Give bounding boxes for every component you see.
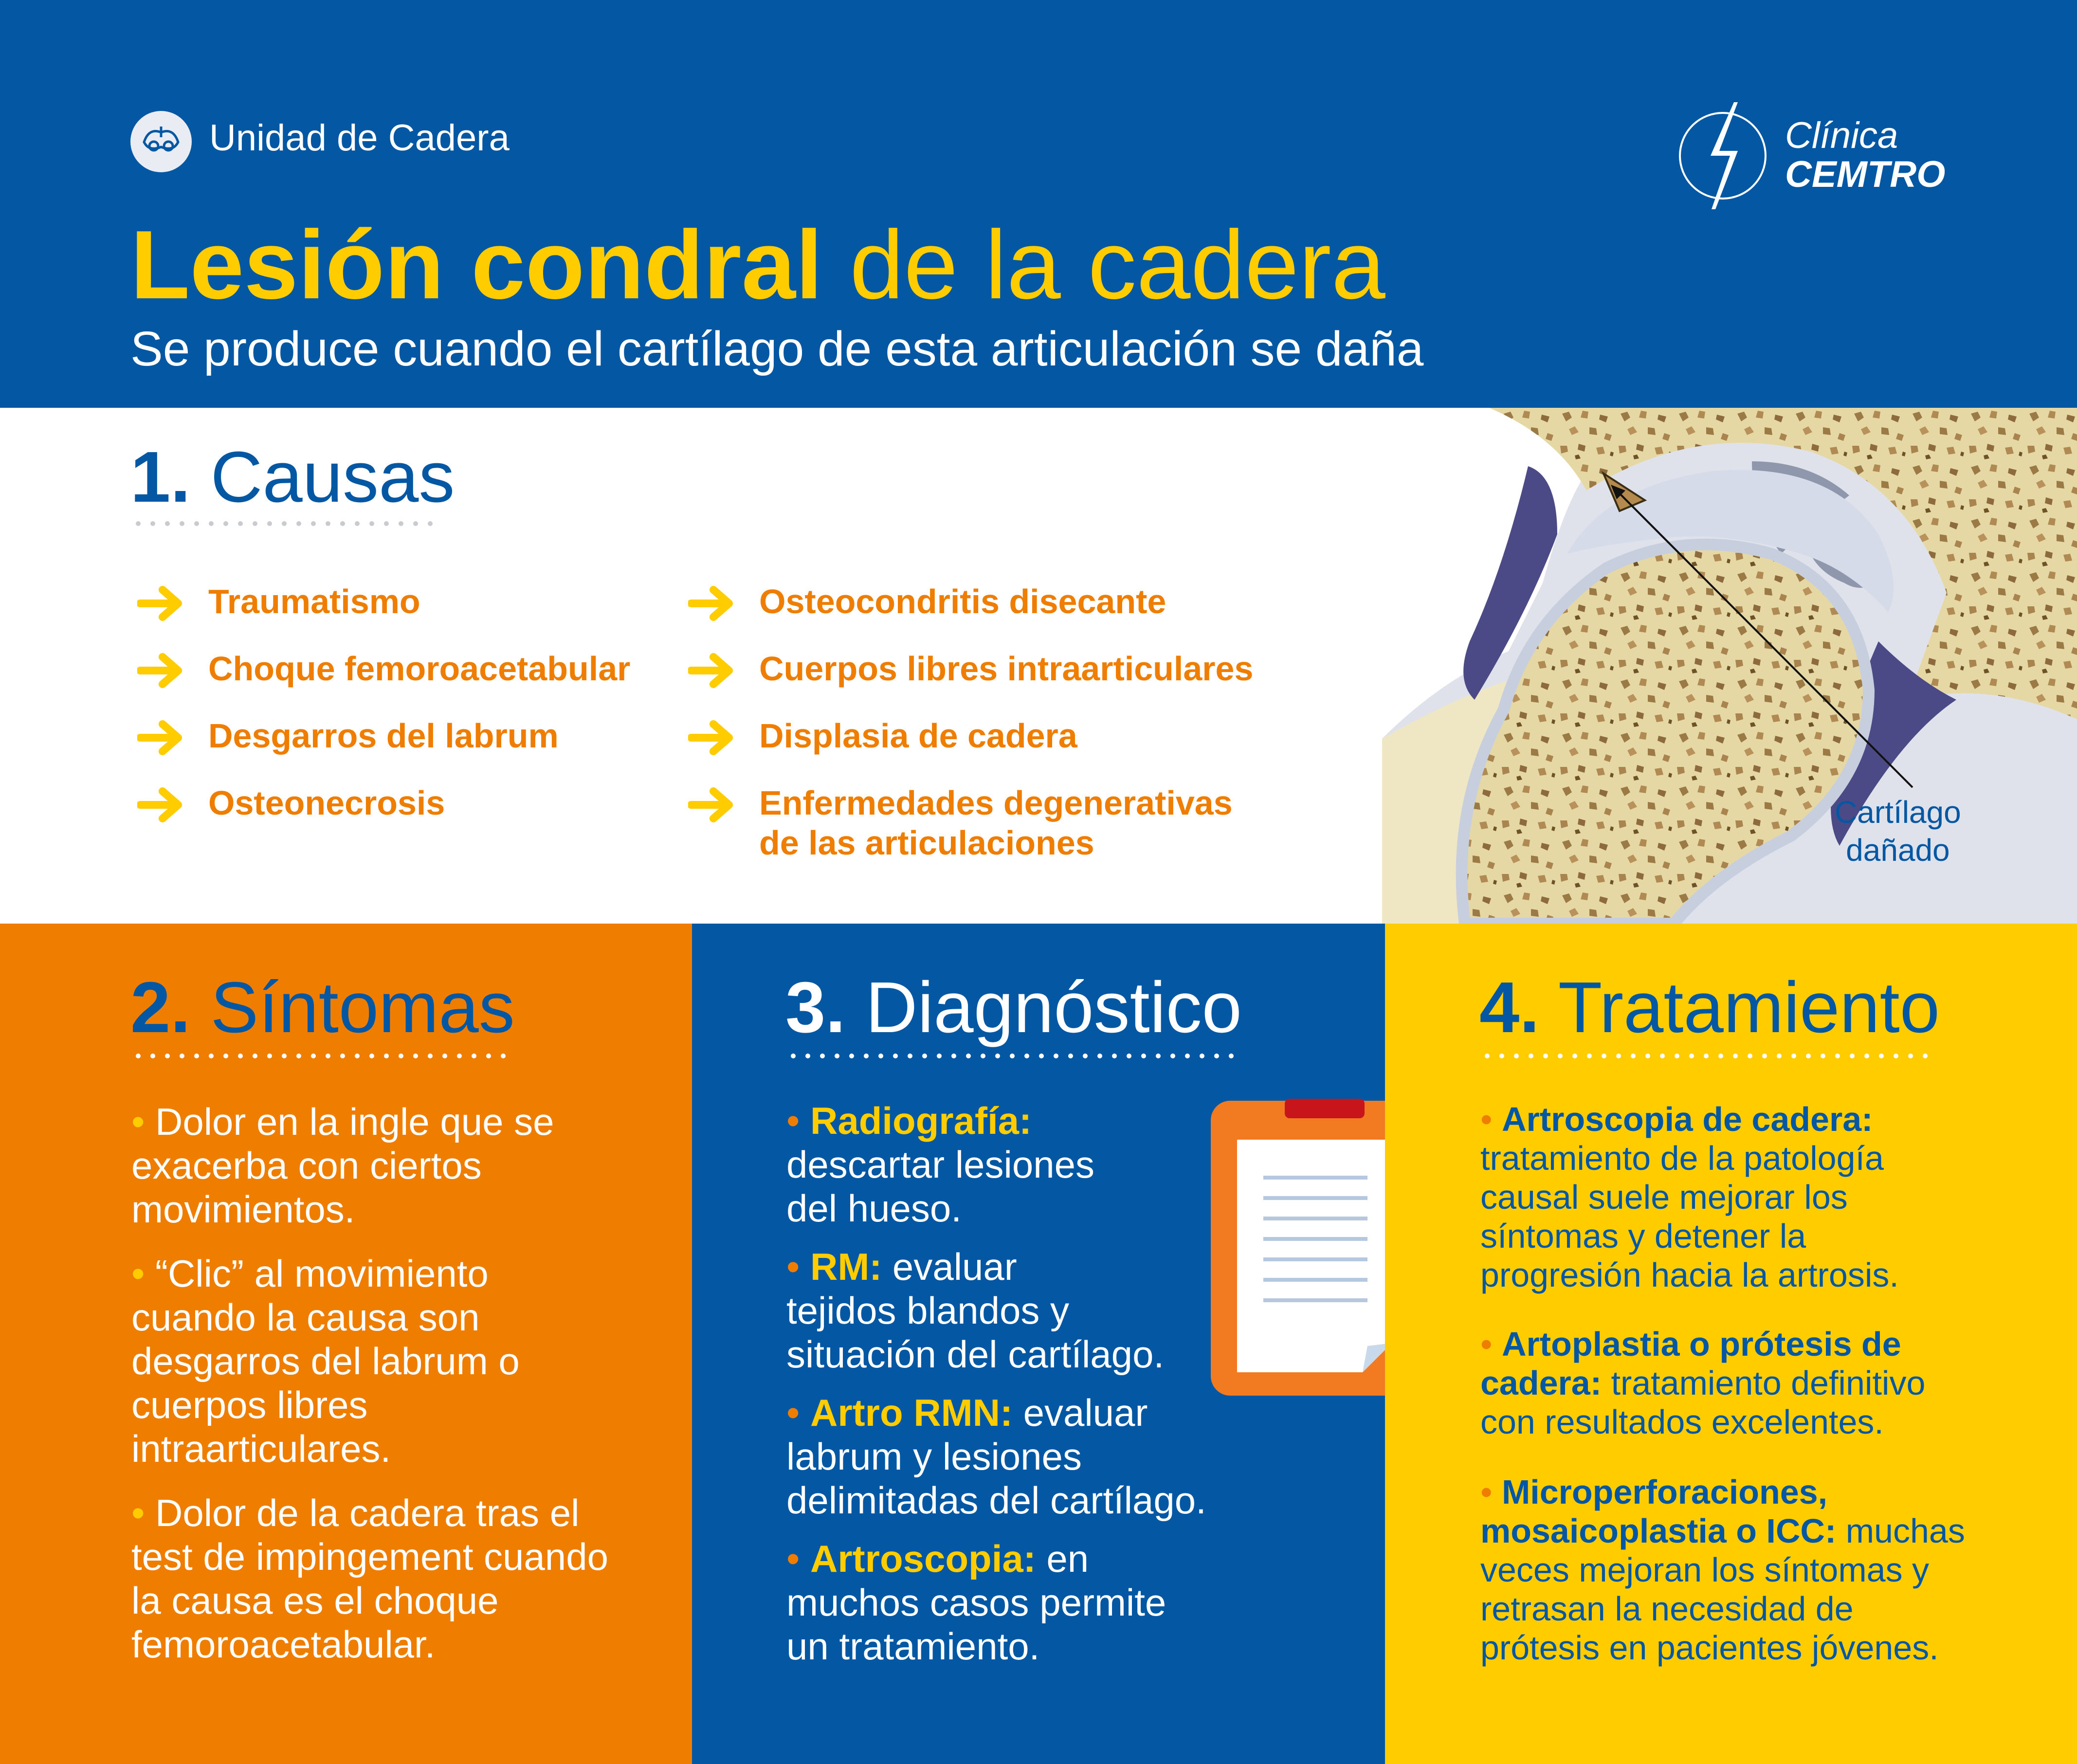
tratamiento-line: progresión hacia la artrosis.: [1480, 1256, 1899, 1294]
tratamiento-line: tratamiento de la patología: [1480, 1139, 1884, 1177]
tratamiento-line: síntomas y detener la: [1480, 1217, 1806, 1255]
tratamiento-line: con resultados excelentes.: [1480, 1403, 1884, 1441]
clinic-logo-icon: [1676, 102, 1769, 209]
diagnostico-item: [786, 1099, 1094, 1230]
diagnostico-number: 3.: [785, 967, 846, 1048]
causas-divider: [135, 520, 447, 529]
sintoma-line: cuerpos libres: [131, 1383, 368, 1426]
tratamiento-item: [1480, 1325, 1925, 1441]
sintomas-title: [130, 968, 515, 1048]
sintoma-item: [131, 1491, 608, 1666]
sintoma-line: cuando la causa son: [131, 1296, 480, 1339]
arrow-icon: [137, 718, 188, 757]
title-light: de la cadera: [822, 211, 1385, 319]
diagnostico-title-text: Diagnóstico: [845, 967, 1242, 1048]
tratamiento-item: [1480, 1473, 1965, 1667]
tratamiento-line: causal suele mejorar los: [1480, 1178, 1848, 1216]
diagnostico-line: un tratamiento.: [786, 1625, 1040, 1668]
unit-label: Unidad de Cadera: [209, 117, 510, 159]
hip-cartilage-diagram: [1382, 408, 2077, 924]
causas-title: [130, 438, 455, 517]
causa-item: Osteocondritis disecante: [759, 582, 1166, 620]
bullet-dot: •: [1480, 1100, 1493, 1138]
tratamiento-term: Artoplastia o prótesis de: [1501, 1325, 1901, 1363]
sintomas-divider: [135, 1052, 525, 1062]
bullet-dot: •: [131, 1491, 145, 1534]
arrow-icon: [688, 651, 739, 690]
sintoma-line: exacerba con ciertos: [131, 1144, 482, 1187]
diagnostico-term: RM:: [810, 1245, 882, 1288]
tratamiento-term: Artroscopia de cadera:: [1501, 1100, 1873, 1138]
diagnostico-line: tejidos blandos y: [786, 1289, 1070, 1332]
header: [0, 0, 2077, 408]
tratamiento-term: Microperforaciones,: [1501, 1473, 1828, 1511]
sintoma-line: femoroacetabular.: [131, 1623, 436, 1666]
diagnostico-line: labrum y lesiones: [786, 1435, 1082, 1478]
title-bold: Lesión condral: [130, 211, 823, 319]
sintoma-line: desgarros del labrum o: [131, 1340, 520, 1382]
bullet-dot: •: [786, 1537, 800, 1580]
bullet-dot: •: [1480, 1325, 1493, 1363]
sintoma-line: la causa es el choque: [131, 1579, 499, 1622]
arrow-icon: [688, 584, 739, 623]
sintomas-number: 2.: [130, 967, 191, 1048]
sintomas-title-text: Síntomas: [190, 967, 515, 1048]
hip-unit-icon: [130, 111, 192, 172]
tratamiento-number: 4.: [1479, 967, 1540, 1048]
sintoma-line: intraarticulares.: [131, 1427, 391, 1470]
diagnostico-item: [786, 1537, 1166, 1668]
sintoma-line: Dolor en la ingle que se: [155, 1100, 554, 1143]
arrow-icon: [688, 718, 739, 757]
page-title: [130, 212, 1385, 319]
diagram-label-line1: Cartílago: [1835, 795, 1961, 830]
tratamiento-title: [1479, 968, 1940, 1048]
brand-name-line1: Clínica: [1785, 115, 1898, 156]
diagnostico-first: en: [1036, 1537, 1089, 1580]
causas-title-text: Causas: [190, 437, 455, 517]
diagnostico-first: evaluar: [882, 1245, 1017, 1288]
tratamiento-term: mosaicoplastia o ICC:: [1480, 1512, 1837, 1550]
arrow-icon: [688, 785, 739, 824]
tratamiento-item: [1480, 1100, 1899, 1294]
diagnostico-line: situación del cartílago.: [786, 1333, 1165, 1376]
sintoma-item: [131, 1100, 554, 1231]
diagnostico-term: Artroscopia:: [810, 1537, 1036, 1580]
tratamiento-line: prótesis en pacientes jóvenes.: [1480, 1629, 1939, 1667]
tratamiento-term: cadera:: [1480, 1364, 1602, 1402]
diagnostico-first: evaluar: [1012, 1391, 1148, 1434]
diagram-label: [1835, 793, 1961, 869]
arrow-icon: [137, 584, 188, 623]
causas-number: 1.: [130, 437, 191, 517]
arrow-icon: [137, 651, 188, 690]
tratamiento-title-text: Tratamiento: [1539, 967, 1940, 1048]
page-subtitle: Se produce cuando el cartílago de esta articulación se daña: [130, 322, 1424, 376]
diagnostico-term: Radiografía:: [810, 1099, 1032, 1142]
diagnostico-line: descartar lesiones: [786, 1143, 1094, 1186]
bullet-dot: •: [786, 1099, 800, 1142]
tratamiento-line: retrasan la necesidad de: [1480, 1590, 1854, 1628]
tratamiento-first: muchas: [1836, 1512, 1965, 1550]
causa-item: Desgarros del labrum: [208, 717, 559, 755]
diagnostico-term: Artro RMN:: [810, 1391, 1013, 1434]
bullet-dot: •: [131, 1252, 145, 1295]
bullet-dot: •: [786, 1245, 800, 1288]
diagnostico-item: [786, 1391, 1206, 1522]
causa-item: Osteonecrosis: [208, 784, 445, 822]
sintoma-line: Dolor de la cadera tras el: [155, 1491, 580, 1534]
causa-item: Traumatismo: [208, 582, 420, 620]
diagnostico-item: [786, 1245, 1164, 1376]
diagnostico-line: delimitadas del cartílago.: [786, 1479, 1206, 1522]
diagnostico-divider: [790, 1052, 1248, 1062]
causa-item-line2: de las articulaciones: [759, 824, 1094, 862]
causa-item: Choque femoroacetabular: [208, 650, 631, 688]
sintoma-line: test de impingement cuando: [131, 1535, 608, 1578]
diagnostico-line: del hueso.: [786, 1187, 962, 1230]
sintoma-item: [131, 1252, 520, 1471]
sintoma-line: movimientos.: [131, 1188, 355, 1231]
diagnostico-title: [785, 968, 1242, 1048]
diagram-label-line2: dañado: [1846, 833, 1950, 868]
causa-item: Cuerpos libres intraarticulares: [759, 650, 1254, 688]
tratamiento-first: tratamiento definitivo: [1602, 1364, 1926, 1402]
tratamiento-line: veces mejoran los síntomas y: [1480, 1551, 1930, 1589]
tratamiento-divider: [1484, 1052, 1942, 1062]
brand-name-line2: CEMTRO: [1785, 154, 1946, 195]
diagnostico-line: muchos casos permite: [786, 1581, 1166, 1624]
bullet-dot: •: [786, 1391, 800, 1434]
arrow-icon: [137, 785, 188, 824]
causa-item-line1: Enfermedades degenerativas: [759, 784, 1233, 822]
causa-item: [759, 783, 1233, 863]
sintoma-line: “Clic” al movimiento: [155, 1252, 489, 1295]
bullet-dot: •: [131, 1100, 145, 1143]
bullet-dot: •: [1480, 1473, 1493, 1511]
causa-item: Displasia de cadera: [759, 717, 1077, 755]
